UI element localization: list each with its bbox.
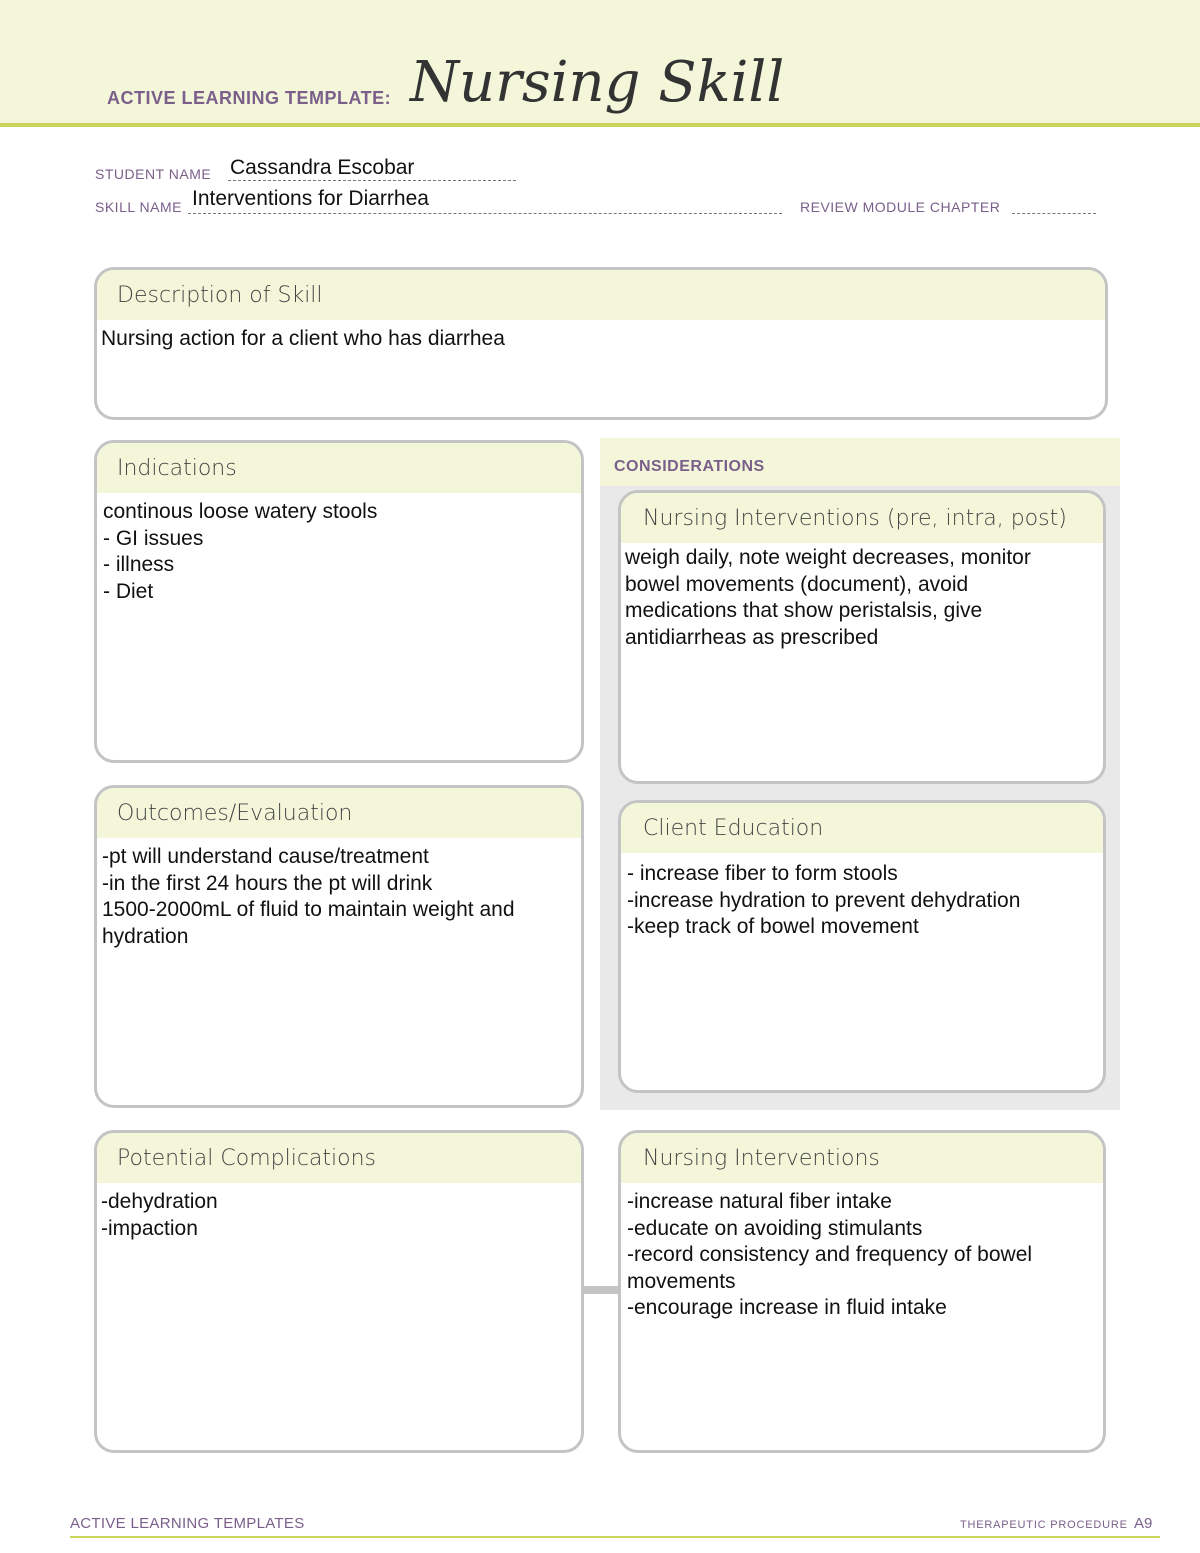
complications-title: Potential Complications	[97, 1133, 581, 1183]
outcomes-line: hydration	[102, 924, 189, 948]
description-panel	[94, 267, 1108, 420]
review-module-label: REVIEW MODULE CHAPTER	[800, 199, 1001, 215]
nursing-interventions-pip-line: weigh daily, note weight decreases, monitor	[625, 546, 1031, 569]
nursing-interventions-pip-body[interactable]	[621, 543, 1103, 651]
indications-panel	[94, 440, 584, 763]
indications-body[interactable]	[97, 493, 581, 605]
client-education-panel	[618, 800, 1106, 1093]
nursing-interventions-panel	[618, 1130, 1106, 1453]
complications-line: -impaction	[101, 1216, 198, 1240]
skill-name-label: SKILL NAME	[95, 199, 182, 215]
considerations-label: CONSIDERATIONS	[614, 458, 765, 475]
complications-line: -dehydration	[101, 1190, 218, 1213]
description-title: Description of Skill	[97, 270, 1105, 320]
indications-line: - Diet	[103, 579, 154, 603]
indications-line: continous loose watery stools	[103, 500, 378, 523]
client-education-line: - increase fiber to form stools	[627, 862, 898, 885]
description-body[interactable]	[97, 320, 1105, 353]
indications-line: - GI issues	[103, 526, 204, 550]
complications-panel	[94, 1130, 584, 1453]
outcomes-line: -pt will understand cause/treatment	[102, 845, 429, 868]
panel-connector	[584, 1286, 620, 1294]
nursing-interventions-title: Nursing Interventions	[621, 1133, 1103, 1183]
footer-right-label: THERAPEUTIC PROCEDURE	[960, 1519, 1128, 1531]
nursing-interventions-pip-line: antidiarrheas as prescribed	[625, 625, 879, 649]
nursing-interventions-line: -increase natural fiber intake	[627, 1190, 892, 1213]
page-title: Nursing Skill	[410, 50, 785, 115]
nursing-interventions-pip-line: medications that show peristalsis, give	[625, 599, 983, 622]
footer-rule	[70, 1536, 1160, 1538]
nursing-interventions-pip-line: bowel movements (document), avoid	[625, 572, 969, 596]
client-education-line: -keep track of bowel movement	[627, 915, 919, 938]
indications-title: Indications	[97, 443, 581, 493]
client-education-line: -increase hydration to prevent dehydration	[627, 888, 1021, 912]
review-module-line	[1012, 213, 1096, 214]
student-name-label: STUDENT NAME	[95, 166, 212, 182]
student-name-field[interactable]: Cassandra Escobar	[230, 156, 415, 179]
footer-left-label: ACTIVE LEARNING TEMPLATES	[70, 1515, 305, 1532]
template-label: ACTIVE LEARNING TEMPLATE:	[107, 88, 392, 108]
nursing-interventions-line: movements	[627, 1269, 736, 1293]
client-education-title: Client Education	[621, 803, 1103, 853]
header-rule	[0, 123, 1200, 127]
student-name-line	[228, 180, 516, 181]
description-line: Nursing action for a client who has diarrhea	[101, 327, 505, 350]
page-number: A9	[1134, 1515, 1153, 1532]
nursing-interventions-line: -encourage increase in fluid intake	[627, 1296, 947, 1319]
complications-body[interactable]	[97, 1183, 581, 1242]
skill-name-field[interactable]: Interventions for Diarrhea	[192, 187, 429, 210]
indications-line: - illness	[103, 553, 175, 576]
outcomes-body[interactable]	[97, 838, 581, 950]
outcomes-panel	[94, 785, 584, 1108]
client-education-body[interactable]	[621, 853, 1103, 941]
skill-name-line	[188, 213, 782, 214]
nursing-interventions-line: -record consistency and frequency of bowel	[627, 1243, 1033, 1266]
nursing-interventions-line: -educate on avoiding stimulants	[627, 1216, 923, 1240]
outcomes-title: Outcomes/Evaluation	[97, 788, 581, 838]
outcomes-line: 1500-2000mL of fluid to maintain weight and	[102, 898, 515, 921]
nursing-interventions-pip-title: Nursing Interventions (pre, intra, post)	[621, 493, 1103, 543]
outcomes-line: -in the first 24 hours the pt will drink	[102, 871, 433, 895]
nursing-interventions-body[interactable]	[621, 1183, 1103, 1322]
nursing-interventions-pip-panel	[618, 490, 1106, 784]
